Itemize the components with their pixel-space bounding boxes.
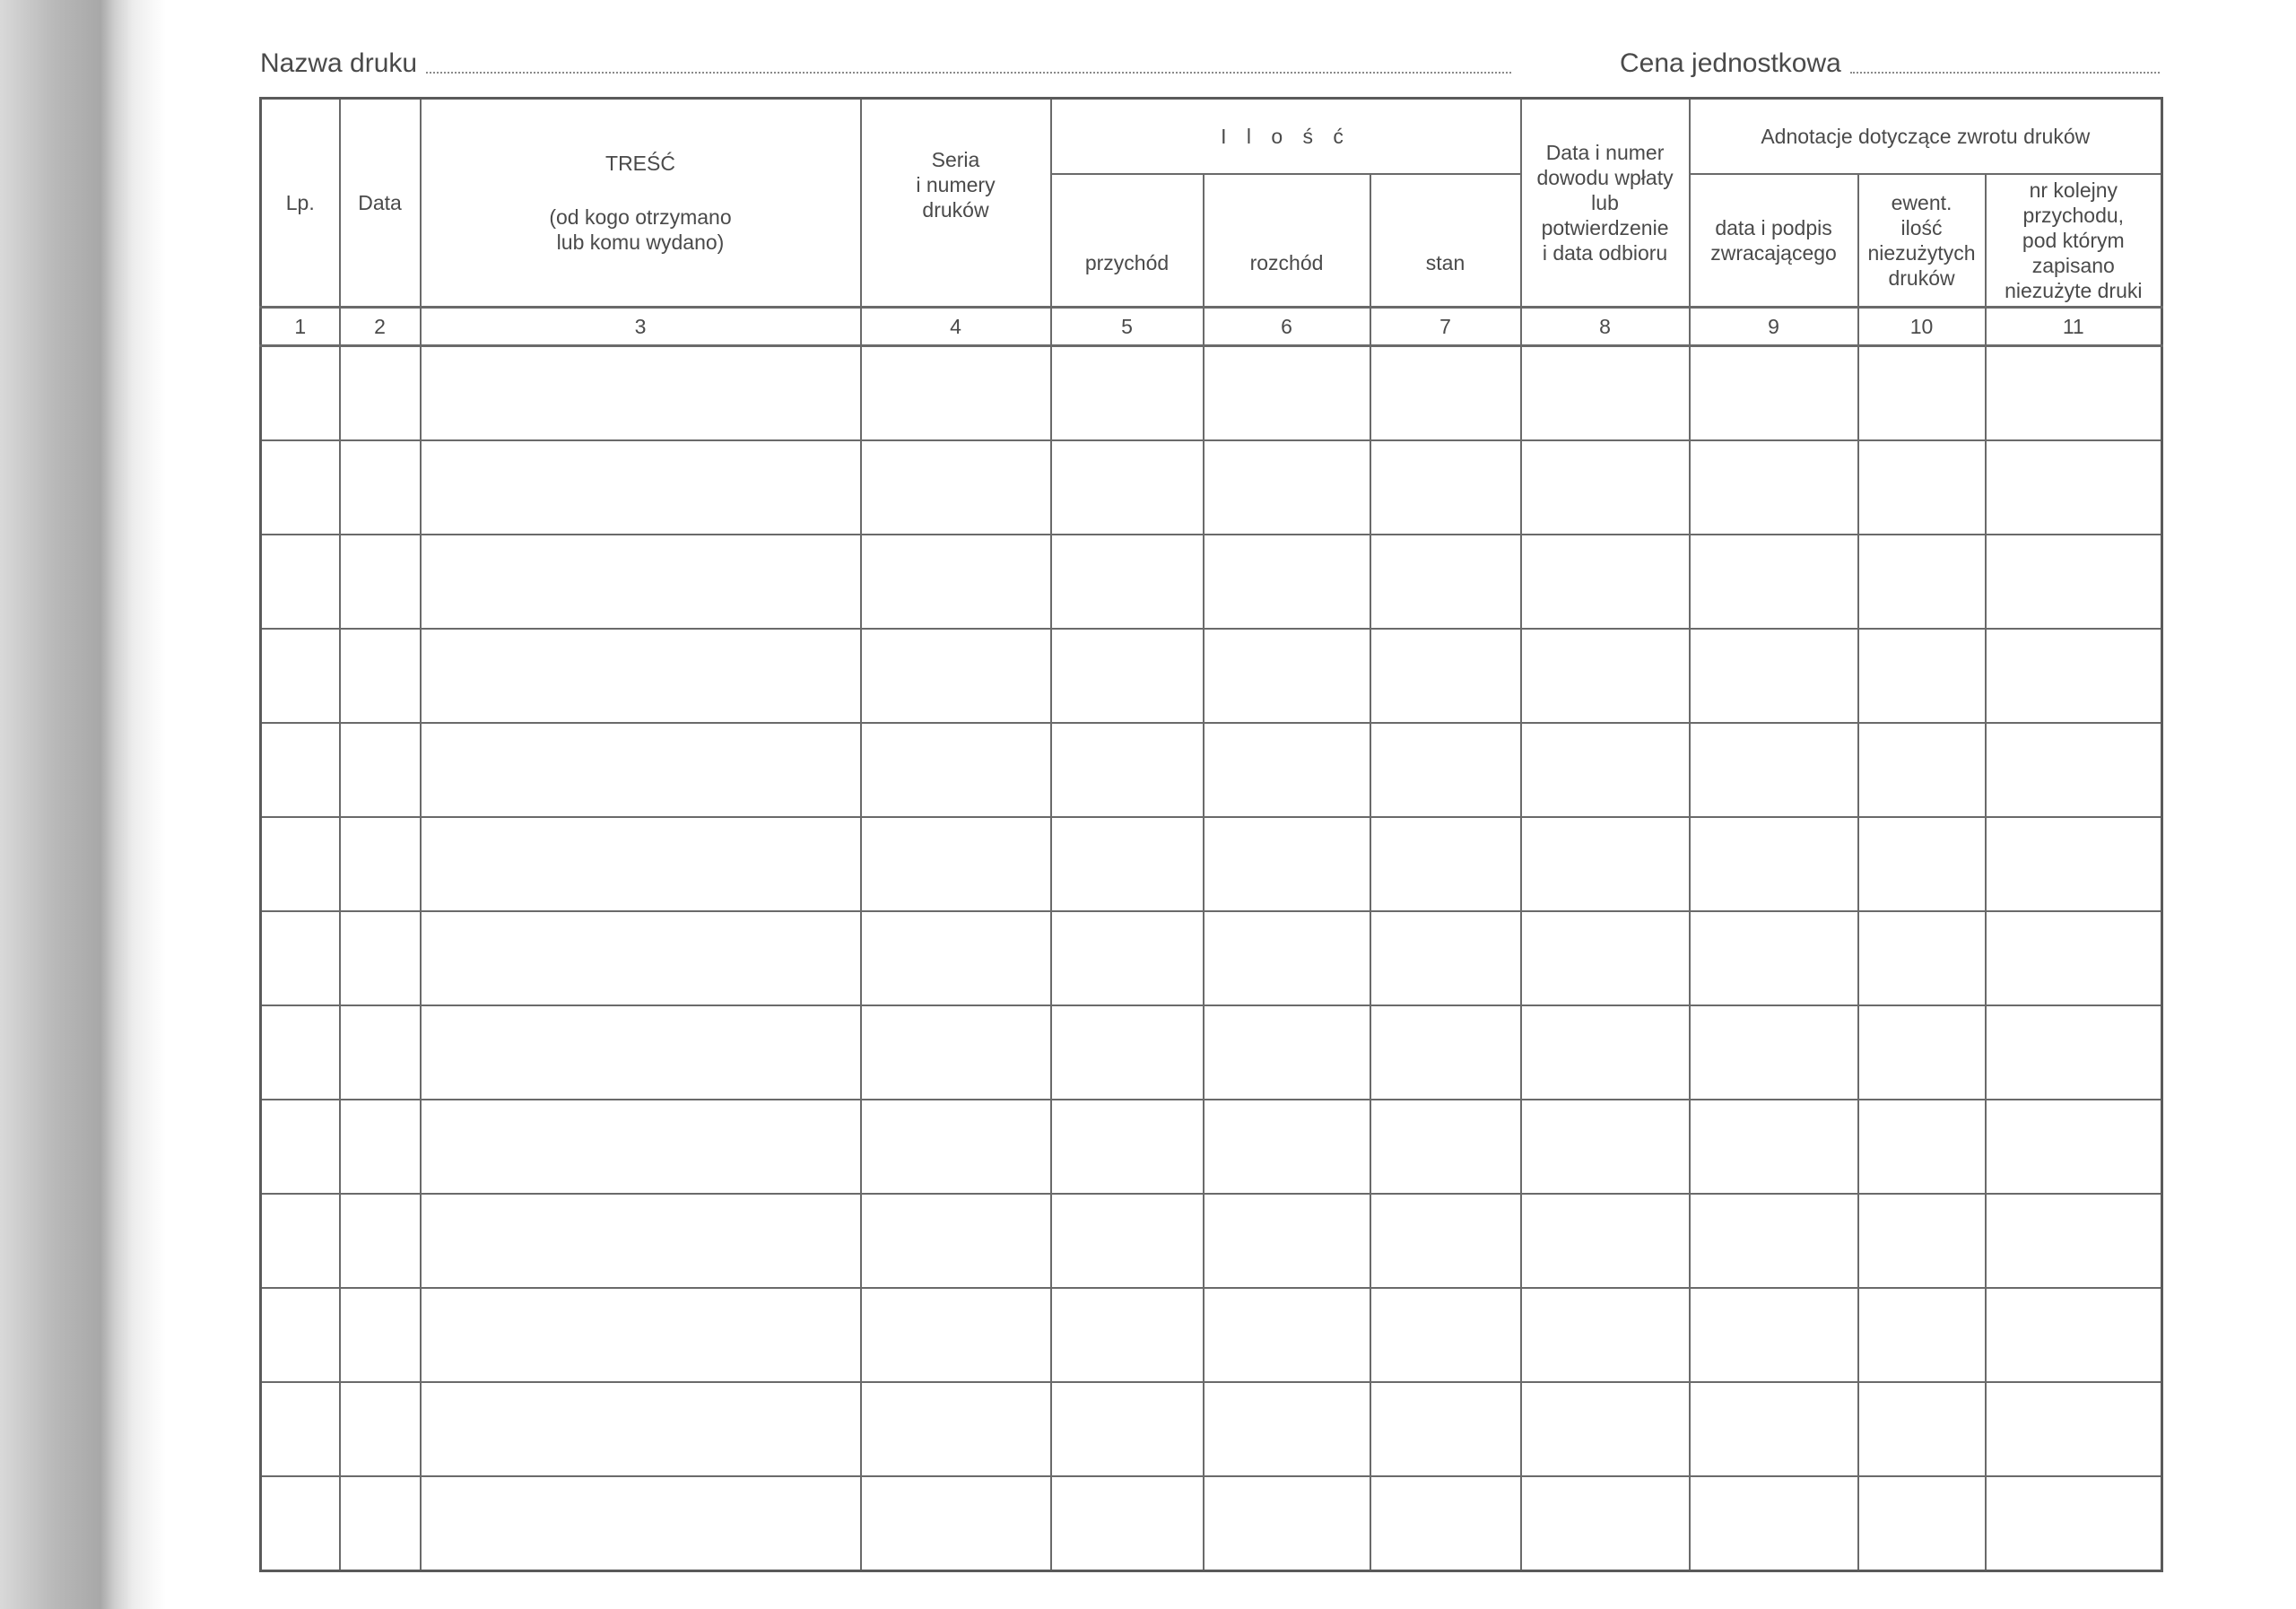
table-cell[interactable] [1051, 535, 1204, 629]
table-cell[interactable] [1986, 1288, 2162, 1382]
table-cell[interactable] [1690, 1100, 1858, 1194]
table-cell[interactable] [1204, 345, 1370, 440]
print-name-label: Nazwa druku [260, 48, 418, 78]
header-lp: Lp. [261, 99, 340, 308]
table-cell[interactable] [421, 723, 861, 817]
table-cell[interactable] [1690, 1005, 1858, 1100]
table-cell[interactable] [340, 817, 421, 911]
table-cell[interactable] [340, 345, 421, 440]
table-cell[interactable] [261, 1005, 340, 1100]
table-cell[interactable] [1521, 817, 1690, 911]
table-cell[interactable] [1204, 440, 1370, 535]
table-row [261, 629, 2162, 723]
table-cell[interactable] [1858, 1288, 1986, 1382]
table-cell[interactable] [340, 629, 421, 723]
table-cell[interactable] [421, 1100, 861, 1194]
table-cell[interactable] [1858, 535, 1986, 629]
table-cell[interactable] [1986, 440, 2162, 535]
table-cell[interactable] [1858, 629, 1986, 723]
table-body [261, 345, 2162, 1570]
table-cell[interactable] [1051, 1288, 1204, 1382]
table-cell[interactable] [1370, 1288, 1521, 1382]
header-quantity: I l o ś ć [1051, 99, 1521, 175]
table-cell[interactable] [421, 817, 861, 911]
table-cell[interactable] [861, 817, 1051, 911]
table-cell[interactable] [340, 535, 421, 629]
table-cell[interactable] [421, 535, 861, 629]
table-row [261, 345, 2162, 440]
table-cell[interactable] [1858, 1100, 1986, 1194]
table-cell[interactable] [261, 911, 340, 1005]
table-cell[interactable] [1986, 345, 2162, 440]
table-cell[interactable] [1690, 1194, 1858, 1288]
table-cell[interactable] [861, 1194, 1051, 1288]
table-cell[interactable] [1370, 1194, 1521, 1288]
table-cell[interactable] [1521, 723, 1690, 817]
table-cell[interactable] [1204, 1476, 1370, 1571]
table-cell[interactable] [1370, 911, 1521, 1005]
table-row [261, 817, 2162, 911]
header-content-sub-1: (od kogo otrzymano [549, 204, 732, 229]
table-cell[interactable] [861, 1288, 1051, 1382]
table-cell[interactable] [1521, 1476, 1690, 1571]
table-cell[interactable] [1858, 440, 1986, 535]
table-cell[interactable] [861, 1476, 1051, 1571]
table-cell[interactable] [1690, 723, 1858, 817]
table-cell[interactable] [1690, 911, 1858, 1005]
table-cell[interactable] [861, 440, 1051, 535]
table-cell[interactable] [261, 1100, 340, 1194]
column-number: 11 [1986, 307, 2162, 345]
table-cell[interactable] [1986, 723, 2162, 817]
header-content-title: TREŚĆ [605, 151, 675, 175]
table-cell[interactable] [1370, 1476, 1521, 1571]
table-cell[interactable] [1858, 723, 1986, 817]
table-cell[interactable] [1986, 1476, 2162, 1571]
table-row [261, 1005, 2162, 1100]
table-cell[interactable] [1521, 1194, 1690, 1288]
header-balance: stan [1370, 174, 1521, 307]
table-cell[interactable] [861, 345, 1051, 440]
print-name-dotted-line[interactable] [426, 71, 1511, 74]
table-cell[interactable] [1204, 723, 1370, 817]
binding-shadow [0, 0, 166, 1609]
table-cell[interactable] [340, 1100, 421, 1194]
unit-price-field[interactable] [1620, 43, 2160, 79]
column-number: 9 [1690, 307, 1858, 345]
column-number: 8 [1521, 307, 1690, 345]
table-row [261, 1194, 2162, 1288]
table-cell[interactable] [421, 911, 861, 1005]
table-row [261, 1382, 2162, 1476]
header-outgo: rozchód [1204, 174, 1370, 307]
table-cell[interactable] [1051, 1005, 1204, 1100]
table-cell[interactable] [1370, 440, 1521, 535]
table-cell[interactable] [1986, 629, 2162, 723]
table-cell[interactable] [1858, 345, 1986, 440]
table-cell[interactable] [1051, 1382, 1204, 1476]
table-cell[interactable] [340, 1382, 421, 1476]
header-date: Data [340, 99, 421, 308]
table-cell[interactable] [1204, 629, 1370, 723]
table-cell[interactable] [1986, 911, 2162, 1005]
table-cell[interactable] [1858, 1005, 1986, 1100]
table-cell[interactable] [1204, 817, 1370, 911]
table-cell[interactable] [261, 1476, 340, 1571]
table-cell[interactable] [340, 1194, 421, 1288]
column-number: 3 [421, 307, 861, 345]
table-cell[interactable] [1858, 911, 1986, 1005]
table-cell[interactable] [1204, 1005, 1370, 1100]
table-cell[interactable] [1370, 1100, 1521, 1194]
table-cell[interactable] [1051, 1194, 1204, 1288]
table-cell[interactable] [261, 1194, 340, 1288]
table-cell[interactable] [1986, 817, 2162, 911]
table-cell[interactable] [421, 1382, 861, 1476]
table-cell[interactable] [1986, 535, 2162, 629]
table-cell[interactable] [421, 1005, 861, 1100]
column-number: 1 [261, 307, 340, 345]
column-number: 6 [1204, 307, 1370, 345]
table-cell[interactable] [861, 1382, 1051, 1476]
table-cell[interactable] [1051, 440, 1204, 535]
table-cell[interactable] [1986, 1382, 2162, 1476]
table-cell[interactable] [261, 723, 340, 817]
table-cell[interactable] [340, 911, 421, 1005]
table-cell[interactable] [1204, 911, 1370, 1005]
table-cell[interactable] [1204, 1382, 1370, 1476]
column-number: 10 [1858, 307, 1986, 345]
table-cell[interactable] [1690, 1476, 1858, 1571]
table-cell[interactable] [1986, 1100, 2162, 1194]
column-number: 5 [1051, 307, 1204, 345]
table-cell[interactable] [861, 535, 1051, 629]
header-return-signature: data i podpis zwracającego [1690, 174, 1858, 307]
table-cell[interactable] [1370, 817, 1521, 911]
table-cell[interactable] [1204, 1194, 1370, 1288]
table-cell[interactable] [1690, 1288, 1858, 1382]
table-cell[interactable] [421, 1194, 861, 1288]
table-cell[interactable] [1370, 1382, 1521, 1476]
table-cell[interactable] [261, 345, 340, 440]
column-number: 7 [1370, 307, 1521, 345]
table-cell[interactable] [261, 817, 340, 911]
table-cell[interactable] [261, 1288, 340, 1382]
table-cell[interactable] [1521, 1288, 1690, 1382]
table-cell[interactable] [1521, 911, 1690, 1005]
table-cell[interactable] [261, 535, 340, 629]
table-cell[interactable] [1204, 1288, 1370, 1382]
table-cell[interactable] [1370, 1005, 1521, 1100]
table-cell[interactable] [1858, 1194, 1986, 1288]
table-cell[interactable] [861, 629, 1051, 723]
table-cell[interactable] [1521, 345, 1690, 440]
header-unused-quantity: ewent. ilość niezużytych druków [1858, 174, 1986, 307]
unit-price-dotted-line[interactable] [1850, 71, 2160, 74]
table-cell[interactable] [1370, 629, 1521, 723]
table-cell[interactable] [421, 1476, 861, 1571]
header-content-sub-2: lub komu wydano) [556, 230, 725, 254]
table-cell[interactable] [1051, 629, 1204, 723]
table-cell[interactable] [261, 1382, 340, 1476]
table-cell[interactable] [1521, 1005, 1690, 1100]
column-number: 2 [340, 307, 421, 345]
table-cell[interactable] [1858, 817, 1986, 911]
table-cell[interactable] [1370, 723, 1521, 817]
table-cell[interactable] [421, 629, 861, 723]
table-cell[interactable] [1521, 535, 1690, 629]
table-cell[interactable] [421, 345, 861, 440]
table-cell[interactable] [1370, 345, 1521, 440]
table-cell[interactable] [1051, 1476, 1204, 1571]
table-row [261, 535, 2162, 629]
table-cell[interactable] [1521, 1100, 1690, 1194]
table-cell[interactable] [1690, 1382, 1858, 1476]
table-cell[interactable] [340, 440, 421, 535]
table-cell[interactable] [1690, 440, 1858, 535]
table-cell[interactable] [1690, 535, 1858, 629]
table-row [261, 1288, 2162, 1382]
table-cell[interactable] [340, 1288, 421, 1382]
table-cell[interactable] [1051, 345, 1204, 440]
table-cell[interactable] [340, 1476, 421, 1571]
header-series: Seria i numery druków [861, 99, 1051, 308]
table-cell[interactable] [1986, 1194, 2162, 1288]
header-income: przychód [1051, 174, 1204, 307]
table-cell[interactable] [340, 1005, 421, 1100]
table-cell[interactable] [1858, 1382, 1986, 1476]
table-cell[interactable] [1521, 629, 1690, 723]
table-cell[interactable] [861, 723, 1051, 817]
table-cell[interactable] [1986, 1005, 2162, 1100]
table-cell[interactable] [1690, 817, 1858, 911]
table-cell[interactable] [261, 629, 340, 723]
header-content [421, 99, 861, 308]
table-cell[interactable] [1051, 817, 1204, 911]
column-number: 4 [861, 307, 1051, 345]
table-row [261, 723, 2162, 817]
table-cell[interactable] [421, 1288, 861, 1382]
table-cell[interactable] [861, 911, 1051, 1005]
table-cell[interactable] [1204, 535, 1370, 629]
table-row [261, 440, 2162, 535]
table-cell[interactable] [261, 440, 340, 535]
column-number-row [261, 307, 2162, 345]
table-cell[interactable] [1858, 1476, 1986, 1571]
table-cell[interactable] [340, 723, 421, 817]
table-cell[interactable] [1051, 911, 1204, 1005]
table-cell[interactable] [1051, 723, 1204, 817]
table-row [261, 1476, 2162, 1571]
table-cell[interactable] [1051, 1100, 1204, 1194]
unit-price-label: Cena jednostkowa [1620, 48, 1841, 78]
table-cell[interactable] [861, 1005, 1051, 1100]
header-payment-proof: Data i numer dowodu wpłaty lub potwierdzenie i data odbioru [1521, 99, 1690, 308]
print-name-field[interactable] [260, 43, 1511, 79]
table-cell[interactable] [1370, 535, 1521, 629]
print-register-table [259, 97, 2163, 1572]
table-row [261, 911, 2162, 1005]
table-cell[interactable] [421, 440, 861, 535]
table-cell[interactable] [1690, 345, 1858, 440]
table-cell[interactable] [1690, 629, 1858, 723]
table-cell[interactable] [1521, 1382, 1690, 1476]
header-return-notes: Adnotacje dotyczące zwrotu druków [1690, 99, 2162, 175]
table-cell[interactable] [1521, 440, 1690, 535]
header-sequence-number: nr kolejny przychodu, pod którym zapisano niezużyte druki [1986, 174, 2162, 307]
table-cell[interactable] [1204, 1100, 1370, 1194]
table-cell[interactable] [861, 1100, 1051, 1194]
table-row [261, 1100, 2162, 1194]
